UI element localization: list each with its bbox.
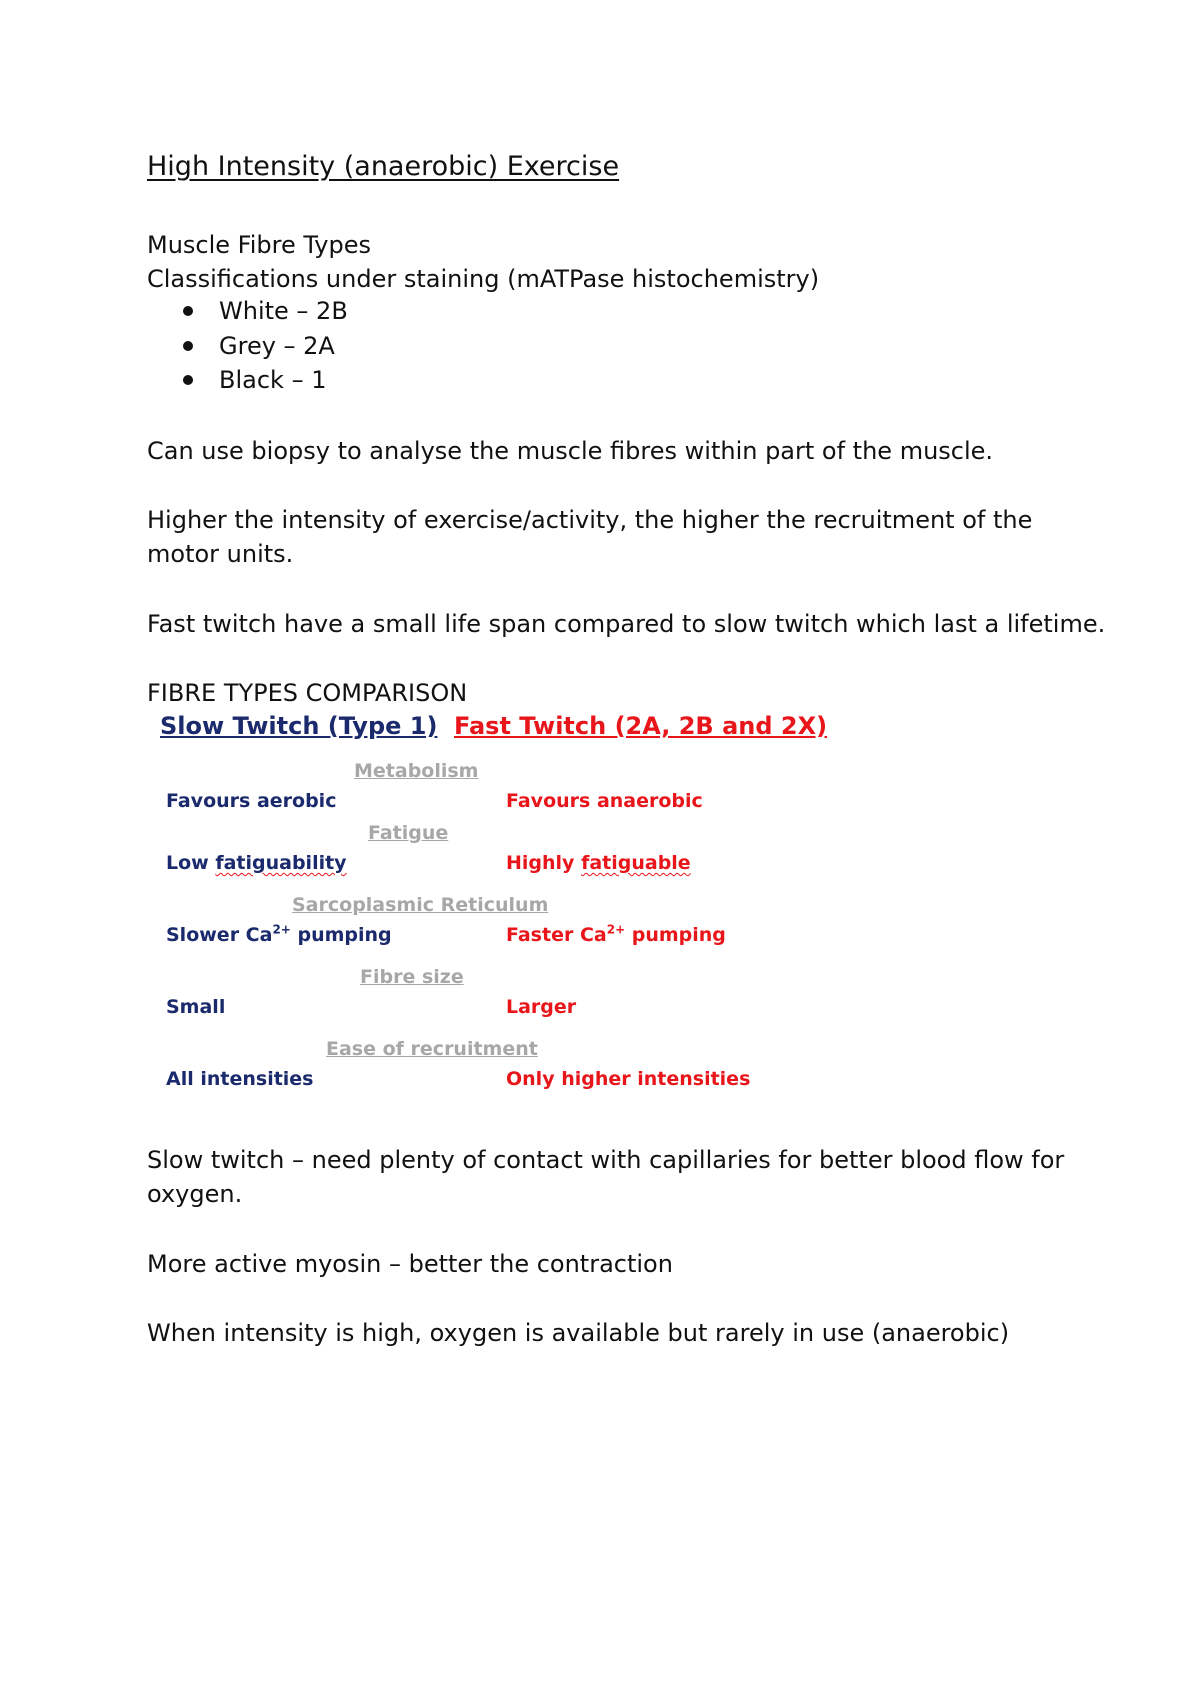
category-sarcoplasmic-reticulum: Sarcoplasmic Reticulum bbox=[292, 894, 549, 916]
slow-fibre-size-value: Small bbox=[166, 996, 226, 1018]
slow-reticulum-value: Slower $Ca^{2+}$ pumping bbox=[166, 922, 392, 946]
bullet-icon bbox=[183, 306, 193, 316]
fibre-colour-list bbox=[147, 294, 348, 398]
list-item bbox=[147, 329, 348, 364]
list-item-text: Black – 1 bbox=[219, 366, 327, 394]
fast-metabolism-value: Favours anaerobic bbox=[506, 790, 703, 812]
category-ease-of-recruitment: Ease of recruitment bbox=[326, 1038, 538, 1060]
section-heading: Muscle Fibre Types bbox=[147, 231, 372, 259]
paragraph-oxygen: When intensity is high, oxygen is available but rarely in use (anaerobic) bbox=[147, 1319, 1010, 1347]
slow-twitch-header: Slow Twitch (Type 1) bbox=[160, 712, 438, 740]
bullet-icon bbox=[183, 375, 193, 385]
fast-twitch-header: Fast Twitch (2A, 2B and 2X) bbox=[454, 712, 828, 740]
paragraph-biopsy: Can use biopsy to analyse the muscle fibres within part of the muscle. bbox=[147, 437, 994, 465]
category-fatigue: Fatigue bbox=[368, 822, 449, 844]
bullet-icon bbox=[183, 341, 193, 351]
fast-recruitment-value: Only higher intensities bbox=[506, 1068, 751, 1090]
paragraph-intensity-line-1: Higher the intensity of exercise/activity, the higher the recruitment of the bbox=[147, 506, 1033, 534]
fast-reticulum-value: Faster $Ca^{2+}$ pumping bbox=[506, 922, 726, 946]
paragraph-lifespan: Fast twitch have a small life span compared to slow twitch which last a lifetime. bbox=[147, 610, 1106, 638]
paragraph-myosin: More active myosin – better the contraction bbox=[147, 1250, 673, 1278]
category-fibre-size: Fibre size bbox=[360, 966, 464, 988]
slow-metabolism-value: Favours aerobic bbox=[166, 790, 337, 812]
list-item bbox=[147, 294, 348, 329]
classification-line: Classifications under staining (mATPase histochemistry) bbox=[147, 265, 820, 293]
category-metabolism: Metabolism bbox=[354, 760, 479, 782]
document-title: High Intensity (anaerobic) Exercise bbox=[147, 151, 620, 182]
list-item-text: White – 2B bbox=[219, 297, 348, 325]
paragraph-slow-twitch-line-1: Slow twitch – need plenty of contact with capillaries for better blood flow for bbox=[147, 1146, 1065, 1174]
slow-fatigue-value: Low fatiguability bbox=[166, 852, 347, 874]
fast-fatigue-value: Highly fatiguable bbox=[506, 852, 691, 874]
slow-recruitment-value: All intensities bbox=[166, 1068, 314, 1090]
list-item-text: Grey – 2A bbox=[219, 331, 335, 360]
paragraph-intensity-line-2: motor units. bbox=[147, 540, 294, 568]
fast-fibre-size-value: Larger bbox=[506, 996, 577, 1018]
comparison-heading: FIBRE TYPES COMPARISON bbox=[147, 679, 468, 707]
list-item bbox=[147, 363, 348, 398]
paragraph-slow-twitch-line-2: oxygen. bbox=[147, 1180, 243, 1208]
fibre-comparison-table bbox=[0, 700, 1200, 1100]
